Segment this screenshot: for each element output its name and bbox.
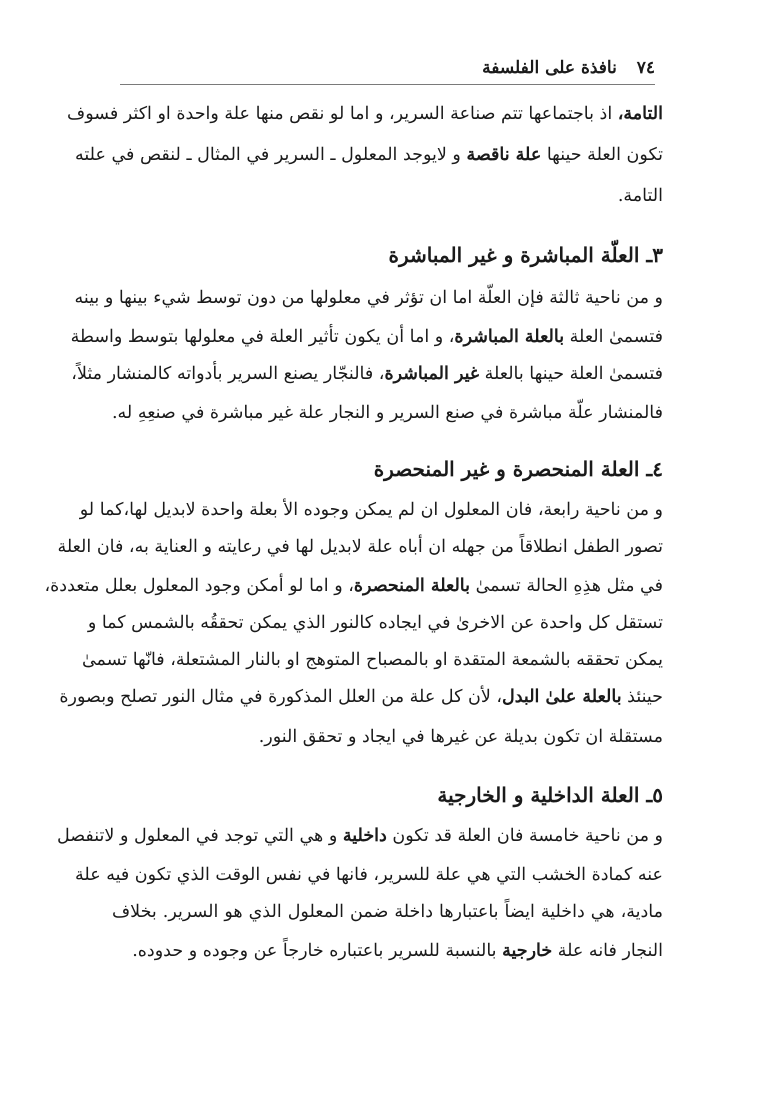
- section-heading-5: ٥ـ العلة الداخلية و الخارجية: [437, 783, 663, 807]
- text-run: و لايوجد المعلول ـ السرير في المثال ـ لنقص في علته: [75, 145, 467, 165]
- book-title: نافذة على الفلسفة: [482, 58, 617, 78]
- text-run: ، و اما أن يكون تأثير العلة في معلولها بتوسط واسطة: [70, 327, 455, 347]
- text-run: و من ناحية رابعة، فان المعلول ان لم يمكن وجوده الأ بعلة واحدة لابديل لها،كما لو: [79, 500, 663, 520]
- section-heading-3: ٣ـ العلّة المباشرة و غير المباشرة: [388, 243, 663, 267]
- text-run: و من ناحية ثالثة فإن العلّة اما ان تؤثر في معلولها من دون توسط شيء بينها و بينه: [74, 288, 663, 308]
- section-heading-4: ٤ـ العلة المنحصرة و غير المنحصرة: [373, 457, 663, 481]
- bold-term: بالعلة المنحصرة: [353, 576, 471, 596]
- text-run: ، و اما لو أمكن وجود المعلول بعلل متعددة،: [44, 576, 354, 596]
- section4-line-7: [112, 723, 663, 751]
- section4-line-5: [81, 646, 663, 674]
- para1-line-3: [112, 182, 663, 210]
- text-run: فالمنشار علّة مباشرة في صنع السرير و النجار علة غير مباشرة في صنعِهِ له.: [111, 403, 663, 423]
- text-run: تستقل كل واحدة عن الاخرىٰ في ايجاده كالنور الذي يمكن تحققُه بالشمس كما و: [87, 613, 663, 633]
- text-run: ، فالنجّار يصنع السرير بأدواته كالمنشار مثلاً،: [71, 364, 385, 384]
- text-run: مستقلة ان تكون بديلة عن غيرها في ايجاد و تحقق النور.: [258, 727, 663, 747]
- header-rule: [120, 84, 655, 85]
- bold-term: التامة،: [617, 104, 663, 124]
- text-run: و من ناحية خامسة فان العلة قد تكون: [386, 826, 663, 846]
- section3-line-3: [71, 360, 663, 388]
- bold-term: علة ناقصة: [466, 145, 542, 165]
- section3-line-1: [74, 284, 663, 312]
- bold-term: بالعلة علىٰ البدل: [502, 687, 622, 707]
- text-run: النجار فانه علة: [552, 941, 663, 961]
- text-run: اذ باجتماعها تتم صناعة السرير، و اما لو نقص منها علة واحدة او اكثر فسوف: [67, 104, 618, 124]
- text-run: مادية، هي داخلية ايضاً باعتبارها داخلة ضمن المعلول الذي هو السرير. بخلاف: [112, 902, 663, 922]
- text-run: فتسمىٰ العلة حينها بالعلة: [479, 364, 663, 384]
- page-number: ٧٤: [636, 58, 655, 78]
- bold-term: خارجية: [502, 941, 553, 961]
- section5-line-1: [56, 822, 663, 850]
- text-run: تصور الطفل انطلاقاً من جهله ان أباه علة لابديل لها في رعايته و العناية به، فان العلة: [57, 537, 663, 557]
- section5-line-3: [112, 898, 663, 926]
- section4-line-1: [79, 496, 663, 524]
- section5-line-4: [112, 937, 663, 965]
- text-run: يمكن تحققه بالشمعة المتقدة او بالمصباح المتوهج او بالنار المشتعلة، فانّها تسمىٰ: [81, 650, 663, 670]
- text-run: فتسمىٰ العلة: [564, 327, 663, 347]
- text-run: ، لأن كل علة من العلل المذكورة في مثال النور تصلح وبصورة: [59, 687, 503, 707]
- section3-line-2: [70, 323, 663, 351]
- section4-line-6: [59, 683, 663, 711]
- text-run: حينئذ: [621, 687, 663, 707]
- text-run: في مثل هذِهِ الحالة تسمىٰ: [470, 576, 663, 596]
- para1-line-1: [67, 100, 663, 128]
- bold-term: داخلية: [342, 826, 387, 846]
- section3-line-4: [112, 399, 663, 427]
- running-header: [120, 58, 655, 78]
- text-run: بالنسبة للسرير باعتباره خارجاً عن وجوده و حدوده.: [132, 941, 503, 961]
- section4-line-2: [57, 533, 663, 561]
- text-run: و هي التي توجد في المعلول و لاتنفصل: [56, 826, 343, 846]
- section4-line-3: [44, 572, 663, 600]
- section4-line-4: [87, 609, 663, 637]
- section5-line-2: [75, 861, 663, 889]
- para1-line-2: [75, 141, 663, 169]
- bold-term: غير المباشرة: [384, 364, 480, 384]
- text-run: تكون العلة حينها: [541, 145, 663, 165]
- bold-term: بالعلة المباشرة: [454, 327, 565, 347]
- text-run: عنه كمادة الخشب التي هي علة للسرير، فانها في نفس الوقت الذي تكون فيه علة: [75, 865, 663, 885]
- text-run: التامة.: [617, 186, 663, 206]
